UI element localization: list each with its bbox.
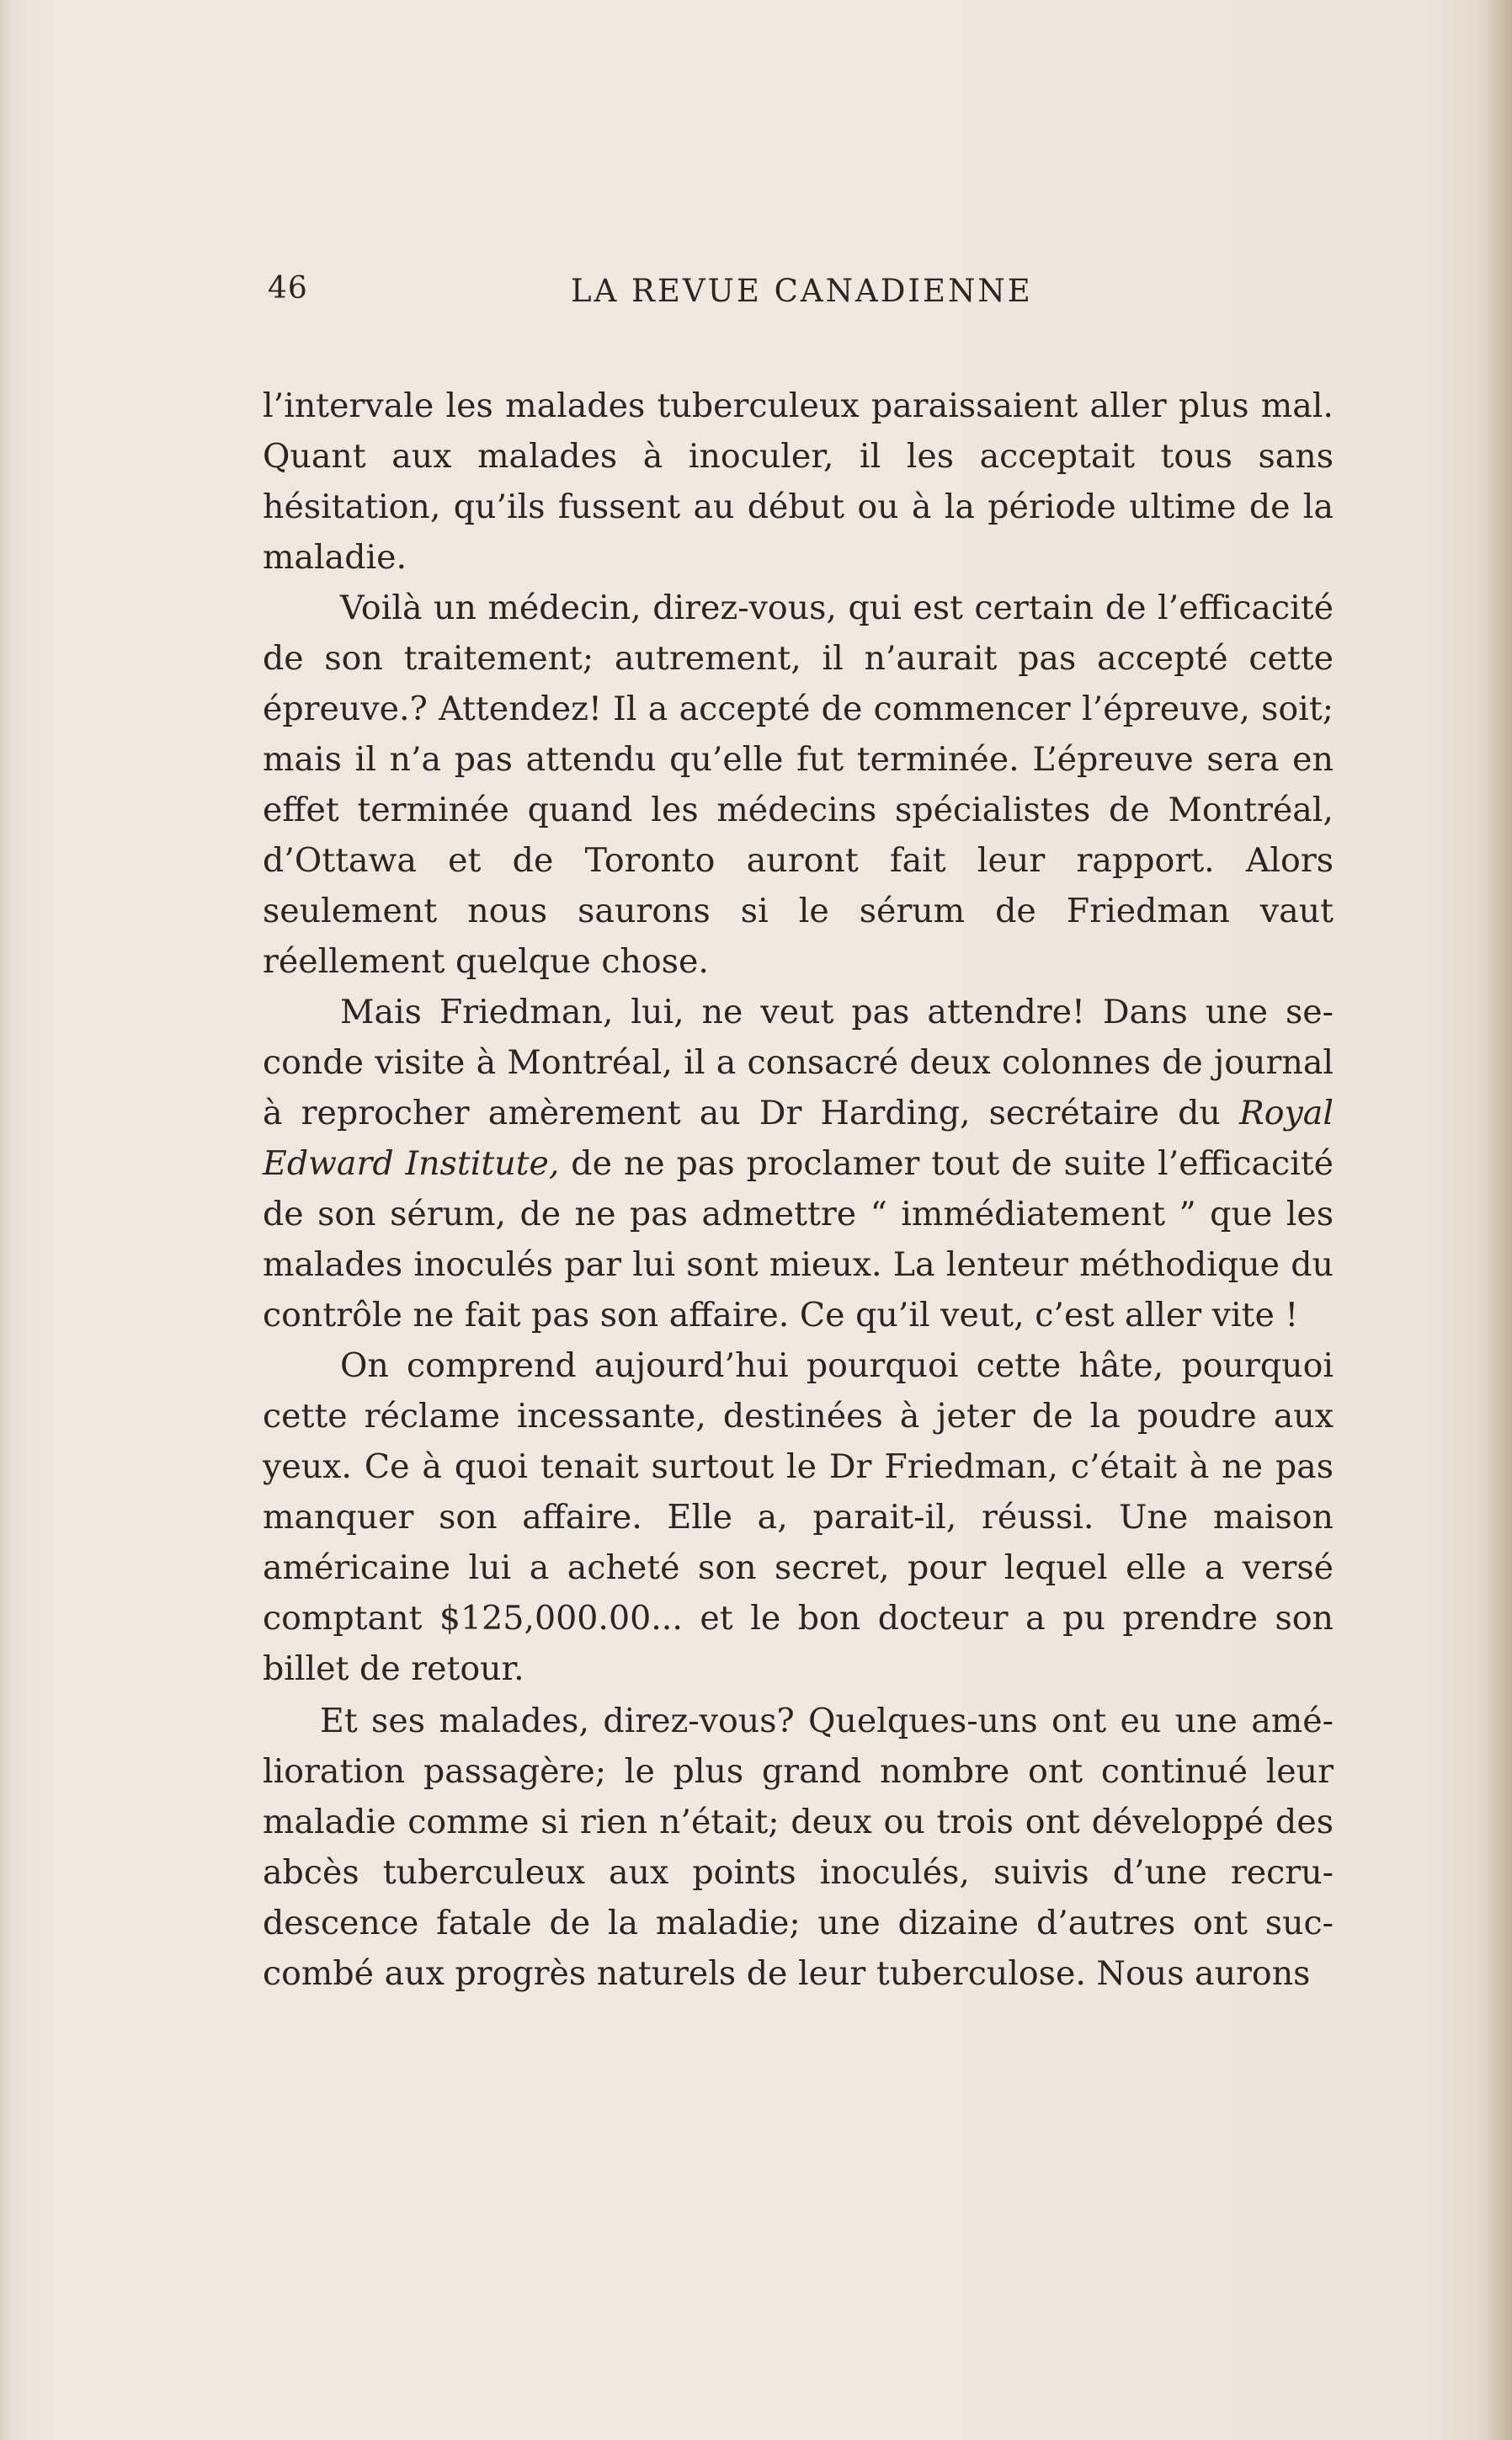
paragraph-4: On comprend aujourd’hui pourquoi cette hâte, pourquoi cette réclame incessante, destinées à jeter de la poudre aux yeux. Ce à quoi tenait surtout le Dr Friedman, c’était à ne pas manquer son affaire. Elle a, parait-il, réussi. Une maison américaine lui a acheté son secret, pour lequel elle a versé comptant $125,000.00... et le bon docteur a pu prendre son billet de retour. <box>263 1346 1334 1688</box>
paragraph-3-text-after: de ne pas proclamer tout de suite l’efficacité de son sérum, de ne pas admettre “ immédiatement ” que les malades inoculés par lui sont mieux. La lenteur méthodique du contrôle ne fait pas son affaire. Ce qu’il veut, c’est aller vite ! <box>263 1144 1334 1335</box>
paragraph-3-text-before: Mais Friedman, lui, ne veut pas attendre! Dans une seconde visite à Montréal, il a consacré deux colonnes de journal à reprocher amèrement au Dr Harding, secrétaire du <box>263 993 1334 1132</box>
page-right-edge <box>1487 0 1512 2440</box>
paragraph-3 <box>263 987 1334 1340</box>
page-header <box>268 271 1327 322</box>
page-number: 46 <box>268 271 308 306</box>
body-text <box>263 381 1334 1999</box>
institute-name: Royal Edward Institute, <box>263 1094 1334 1183</box>
running-title: LA REVUE CANADIENNE <box>571 273 1033 309</box>
paragraph-2: Voilà un médecin, direz-vous, qui est certain de l’efficacité de son traitement; autrement, il n’aurait pas accepté cette épreuve.? Attendez! Il a accepté de commencer l’épreuve, soit; mais il n’a pas attendu qu’elle fut terminée. L’épreuve sera en effet terminée quand les médecins spécialistes de Montréal, d’Ottawa et de Toronto auront fait leur rapport. Alors seulement nous saurons si le sérum de Friedman vaut réellement quelque chose. <box>263 589 1334 981</box>
paragraph-5: Et ses malades, direz-vous? Quelques-uns ont eu une amélioration passagère; le plus grand nombre ont continué leur maladie comme si rien n’était; deux ou trois ont développé des abcès tuberculeux aux points inoculés, suivis d’une recrudescence fatale de la maladie; une dizaine d’autres ont succombé aux progrès naturels de leur tuberculose. Nous aurons <box>263 1702 1334 1993</box>
page-left-edge <box>0 0 19 2440</box>
paragraph-1: l’intervale les malades tuberculeux paraissaient aller plus mal. Quant aux malades à inoculer, il les acceptait tous sans hésitation, qu’ils fussent au début ou à la période ultime de la maladie. <box>263 386 1334 577</box>
